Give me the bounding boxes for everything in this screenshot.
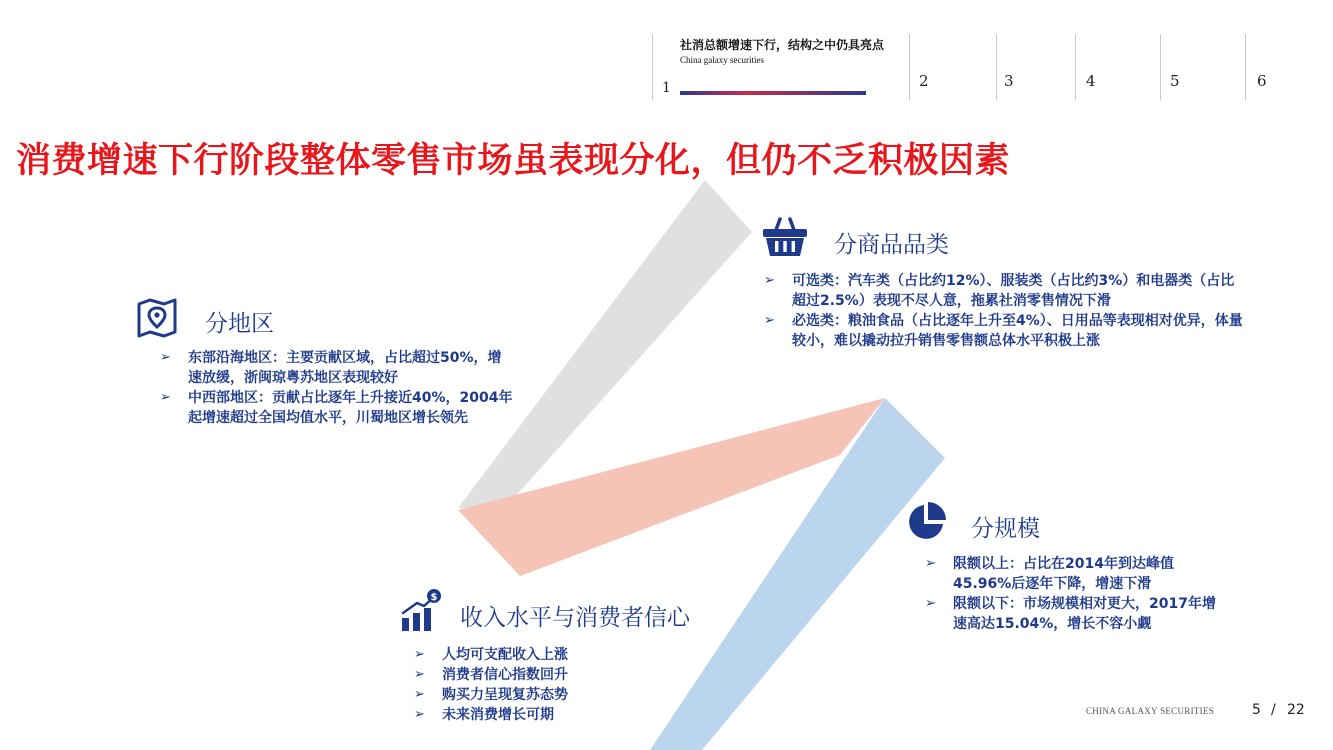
nav-divider — [1160, 34, 1161, 100]
bullet-text: 中西部地区：贡献占比逐年上升接近40%，2004年起增速超过全国均值水平，川蜀地区增长领先 — [188, 390, 513, 426]
slide-title: 消费增速下行阶段整体零售市场虽表现分化，但仍不乏积极因素 — [16, 140, 1011, 181]
list-item — [160, 388, 515, 428]
income-heading: 收入水平与消费者信心 — [460, 605, 690, 631]
bullet-text: 限额以上：占比在2014年到达峰值45.96%后逐年下降，增速下滑 — [953, 556, 1174, 592]
bullet-text: 东部沿海地区：主要贡献区域，占比超过50%，增速放缓，浙闽琼粤苏地区表现较好 — [188, 350, 502, 386]
growth-chart-icon — [400, 588, 442, 632]
arrow-bullet-icon: ➢ — [414, 687, 425, 702]
bullet-text: 必选类：粮油食品（占比逐年上升至4%）、日用品等表现相对优异，体量较小，难以撬动拉升销售零售额总体水平积极上涨 — [792, 313, 1243, 349]
nav-divider — [909, 34, 910, 100]
nav-item-1-number[interactable]: 1 — [662, 80, 671, 96]
category-heading: 分商品品类 — [834, 232, 949, 258]
list-item — [414, 685, 674, 705]
bullet-text: 人均可支配收入上涨 — [442, 647, 568, 663]
list-item — [160, 348, 515, 388]
arrow-bullet-icon: ➢ — [160, 390, 171, 405]
arrow-bullet-icon: ➢ — [925, 556, 936, 571]
bullet-text: 可选类：汽车类（占比约12%）、服装类（占比约3%）和电器类（占比超过2.5%）表现不尽人意，拖累社消零售情况下滑 — [792, 273, 1235, 309]
arrow-bullet-icon: ➢ — [764, 313, 775, 328]
nav-divider — [996, 34, 997, 100]
arrow-bullet-icon: ➢ — [414, 647, 425, 662]
nav-active-indicator — [680, 91, 866, 95]
scale-heading: 分规模 — [971, 516, 1040, 542]
arrow-bullet-icon: ➢ — [414, 707, 425, 722]
list-item — [764, 311, 1244, 351]
nav-item-6[interactable]: 6 — [1257, 72, 1267, 90]
shopping-basket-icon — [762, 216, 808, 258]
nav-item-3[interactable]: 3 — [1004, 72, 1014, 90]
list-item — [414, 665, 674, 685]
list-item — [414, 645, 674, 665]
list-item — [925, 594, 1225, 634]
category-bullets — [764, 271, 1244, 351]
list-item — [925, 554, 1225, 594]
footer-brand: CHINA GALAXY SECURITIES — [1086, 706, 1215, 716]
bullet-text: 消费者信心指数回升 — [442, 667, 568, 683]
bullet-text: 未来消费增长可期 — [442, 707, 554, 723]
pie-chart-icon — [905, 501, 947, 543]
nav-item-4[interactable]: 4 — [1086, 72, 1096, 90]
list-item — [414, 705, 674, 725]
income-bullets — [414, 645, 674, 725]
region-heading: 分地区 — [205, 311, 274, 337]
bullet-text: 购买力呈现复苏态势 — [442, 687, 568, 703]
nav-divider — [1245, 34, 1246, 100]
nav-item-2[interactable]: 2 — [919, 72, 929, 90]
arrow-bullet-icon: ➢ — [764, 273, 775, 288]
region-bullets — [160, 348, 515, 428]
map-pin-icon — [136, 296, 178, 338]
arrow-bullet-icon: ➢ — [925, 596, 936, 611]
page-number-current: 5 — [1252, 702, 1261, 718]
list-item — [764, 271, 1244, 311]
svg-text:$: $ — [430, 592, 438, 603]
page-number-separator: / — [1271, 702, 1276, 718]
arrow-bullet-icon: ➢ — [414, 667, 425, 682]
nav-active-subtitle: China galaxy securities — [680, 55, 764, 65]
nav-item-5[interactable]: 5 — [1170, 72, 1180, 90]
bullet-text: 限额以下：市场规模相对更大，2017年增速高达15.04%，增长不容小觑 — [953, 596, 1216, 632]
scale-bullets — [925, 554, 1225, 634]
page-number-total: 22 — [1287, 702, 1305, 718]
nav-divider — [1075, 34, 1076, 100]
arrow-bullet-icon: ➢ — [160, 350, 171, 365]
nav-divider — [652, 34, 653, 100]
nav-active-title[interactable]: 社消总额增速下行，结构之中仍具亮点 — [680, 38, 885, 52]
